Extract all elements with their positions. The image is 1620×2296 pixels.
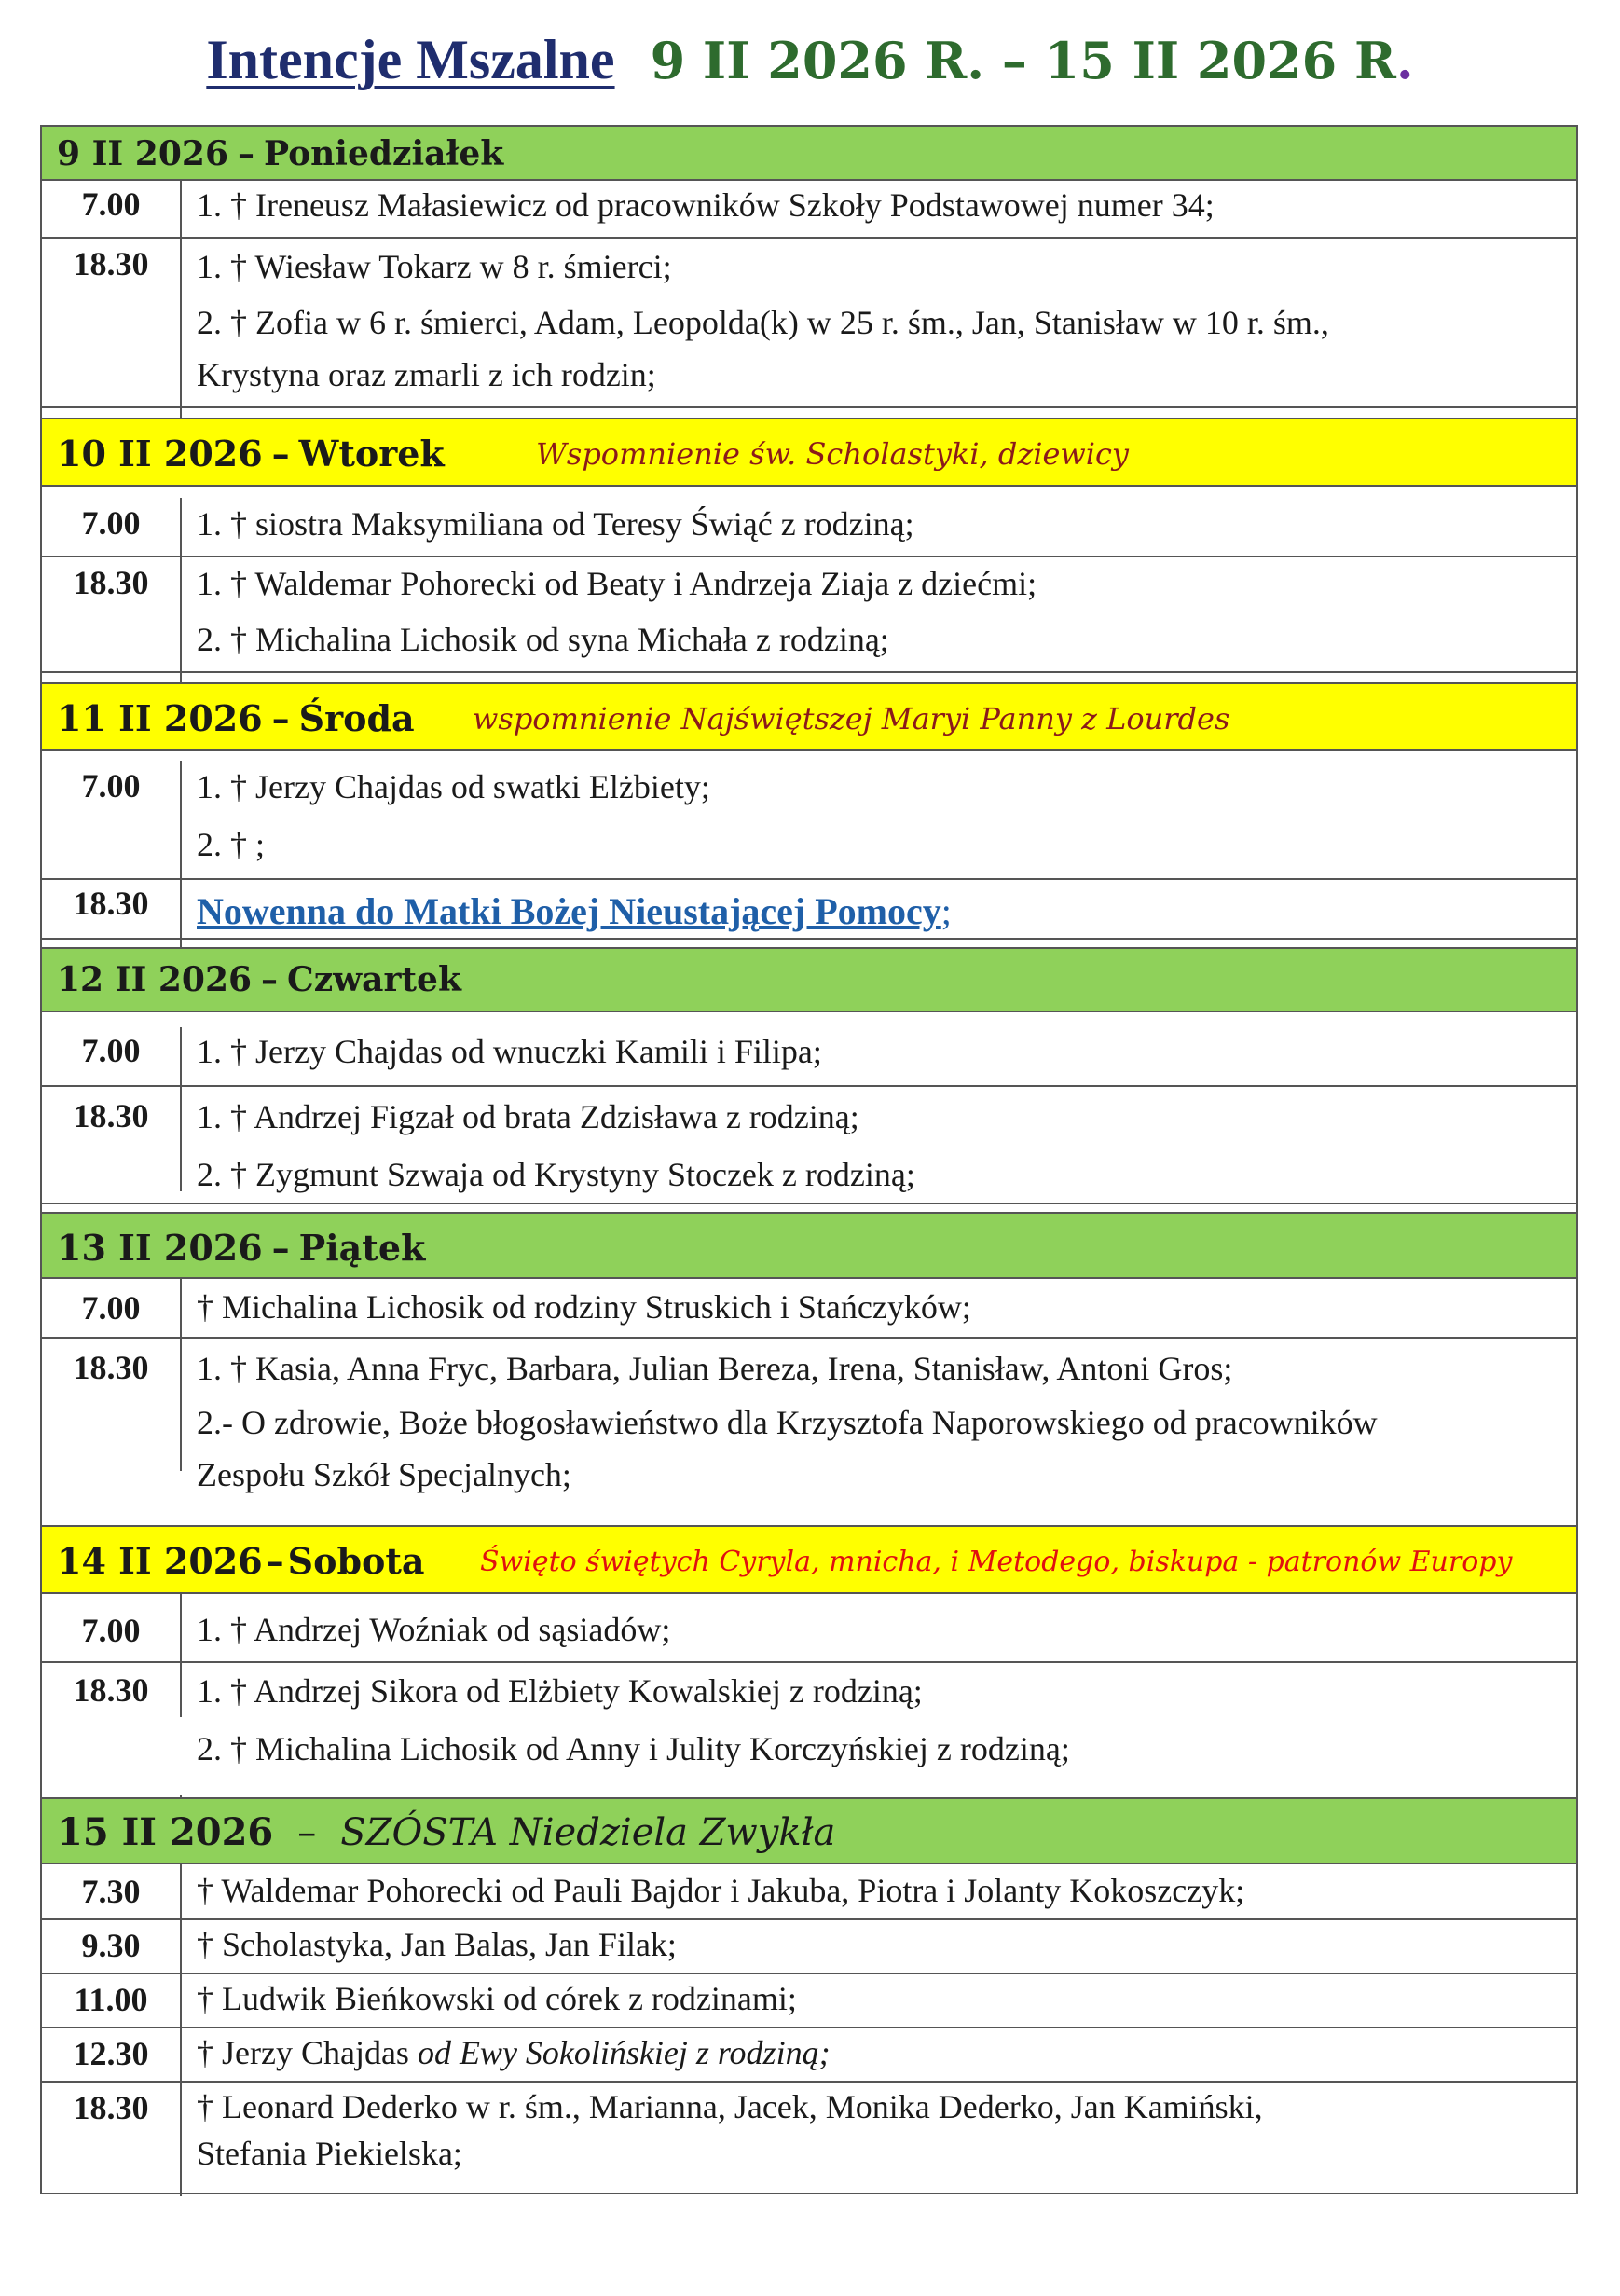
day-header-tuesday (42, 418, 1576, 487)
row-divider (42, 1661, 1576, 1663)
day-header-monday (42, 125, 1576, 181)
mass-intention: 2. † Michalina Lichosik od Anny i Julity Korczyńskiej z rodziną; (197, 1730, 1070, 1767)
day-label: 11 II 2026 – Środa (57, 697, 415, 739)
mass-intention: † Michalina Lichosik od rodziny Struskich i Stańczyków; (197, 1288, 971, 1326)
row-divider (42, 406, 1576, 408)
mass-intention: 1. † Ireneusz Małasiewicz od pracowników Szkoły Podstawowej numer 34; (197, 186, 1215, 224)
mass-intention: 2. † Zofia w 6 r. śmierci, Adam, Leopolda(k) w 25 r. śm., Jan, Stanisław w 10 r. śm., (197, 304, 1329, 341)
mass-time: 7.00 (81, 504, 141, 542)
mass-time: 7.00 (81, 767, 141, 804)
liturgical-note: Święto świętych Cyryla, mnicha, i Metodego, biskupa - patronów Europy (480, 1546, 1513, 1578)
mass-intention: 2.- O zdrowie, Boże błogosławieństwo dla Krzysztofa Naporowskiego od pracowników (197, 1404, 1378, 1441)
mass-time: 7.00 (81, 1289, 141, 1327)
mass-time: 12.30 (73, 2035, 149, 2072)
row-divider (42, 1337, 1576, 1339)
column-divider (180, 1027, 182, 1191)
mass-time: 18.30 (73, 2089, 149, 2126)
day-header-saturday (42, 1525, 1576, 1594)
row-divider (42, 671, 1576, 673)
mass-intention: † Jerzy Chajdas od Ewy Sokolińskiej z rodziną; (197, 2034, 831, 2071)
mass-intention: 1. † Andrzej Figzał od brata Zdzisława z rodziną; (197, 1098, 859, 1135)
row-divider (42, 237, 1576, 239)
mass-intention: 1. † Wiesław Tokarz w 8 r. śmierci; (197, 248, 672, 285)
mass-time: 9.30 (81, 1927, 141, 1964)
day-label: 14 II 2026 – Sobota (57, 1540, 425, 1582)
column-divider (180, 179, 182, 419)
mass-intention: 1. † Jerzy Chajdas od swatki Elżbiety; (197, 768, 710, 805)
title-dot: . (1395, 31, 1414, 90)
liturgical-note: wspomnienie Najświętszej Maryi Panny z Lourdes (473, 701, 1230, 736)
mass-time: 7.00 (81, 1612, 141, 1649)
mass-intention: 1. † Jerzy Chajdas od wnuczki Kamili i Filipa; (197, 1033, 822, 1070)
day-label: 15 II 2026 – SZÓSTA Niedziela Zwykła (57, 1810, 836, 1854)
column-divider (180, 1268, 182, 1471)
mass-intention: † Ludwik Bieńkowski od córek z rodzinami; (197, 1980, 797, 2017)
mass-intention: 1. † Kasia, Anna Fryc, Barbara, Julian Bereza, Irena, Stanisław, Antoni Gros; (197, 1350, 1233, 1387)
mass-time: 18.30 (73, 1349, 149, 1386)
mass-time: 18.30 (73, 885, 149, 922)
mass-time: 18.30 (73, 564, 149, 601)
novena-line: Nowenna do Matki Bożej Nieustającej Pomocy; (197, 890, 952, 932)
row-divider (42, 1203, 1576, 1204)
column-divider (180, 498, 182, 684)
mass-intention: 1. † Waldemar Pohorecki od Beaty i Andrzeja Ziaja z dziećmi; (197, 565, 1037, 602)
mass-time: 11.00 (74, 1981, 148, 2018)
mass-intention: 1. † Andrzej Woźniak od sąsiadów; (197, 1611, 671, 1648)
column-divider (180, 761, 182, 947)
mass-intention: 1. † Andrzej Sikora od Elżbiety Kowalskiej z rodziną; (197, 1672, 923, 1710)
title-main: Intencje Mszalne (206, 29, 615, 90)
day-label: 12 II 2026 – Czwartek (57, 960, 461, 999)
mass-intention: † Scholastyka, Jan Balas, Jan Filak; (197, 1926, 677, 1963)
liturgical-note: Wspomnienie św. Scholastyki, dziewicy (536, 436, 1129, 472)
mass-time: 7.30 (81, 1873, 141, 1910)
day-header-thursday (42, 947, 1576, 1012)
mass-time: 18.30 (73, 245, 149, 282)
mass-time: 18.30 (73, 1671, 149, 1709)
mass-time: 7.00 (81, 1032, 141, 1069)
mass-intention: 2. † Zygmunt Szwaja od Krystyny Stoczek z rodziną; (197, 1156, 915, 1193)
mass-intention: † Waldemar Pohorecki od Pauli Bajdor i Jakuba, Piotra i Jolanty Kokoszczyk; (197, 1872, 1245, 1909)
novena-link[interactable]: Nowenna do Matki Bożej Nieustającej Pomocy (197, 890, 941, 932)
day-label: 13 II 2026 – Piątek (57, 1227, 426, 1269)
mass-intention: 2. † ; (197, 826, 266, 863)
mass-intention: † Leonard Dederko w r. śm., Marianna, Jacek, Monika Dederko, Jan Kamiński, (197, 2088, 1263, 2125)
day-header-friday (42, 1212, 1576, 1279)
mass-intention: Zespołu Szkół Specjalnych; (197, 1456, 571, 1493)
row-divider (42, 1085, 1576, 1087)
mass-time: 18.30 (73, 1097, 149, 1134)
title-dates: 9 II 2026 R. – 15 II 2026 R (650, 31, 1396, 90)
page-title (0, 28, 1620, 92)
mass-time: 7.00 (81, 186, 141, 223)
schedule-table (40, 125, 1578, 2194)
mass-intention: Krystyna oraz zmarli z ich rodzin; (197, 356, 656, 393)
row-divider (42, 938, 1576, 940)
mass-intention: 1. † siostra Maksymiliana od Teresy Świąć z rodziną; (197, 505, 914, 543)
day-label: 10 II 2026 – Wtorek (57, 433, 445, 474)
mass-intention: Stefania Piekielska; (197, 2135, 462, 2172)
day-header-wednesday (42, 682, 1576, 751)
mass-intention: 2. † Michalina Lichosik od syna Michała z rodziną; (197, 621, 889, 658)
day-label: 9 II 2026 – Poniedziałek (57, 134, 504, 173)
row-divider (42, 878, 1576, 880)
day-header-sunday (42, 1797, 1576, 1864)
